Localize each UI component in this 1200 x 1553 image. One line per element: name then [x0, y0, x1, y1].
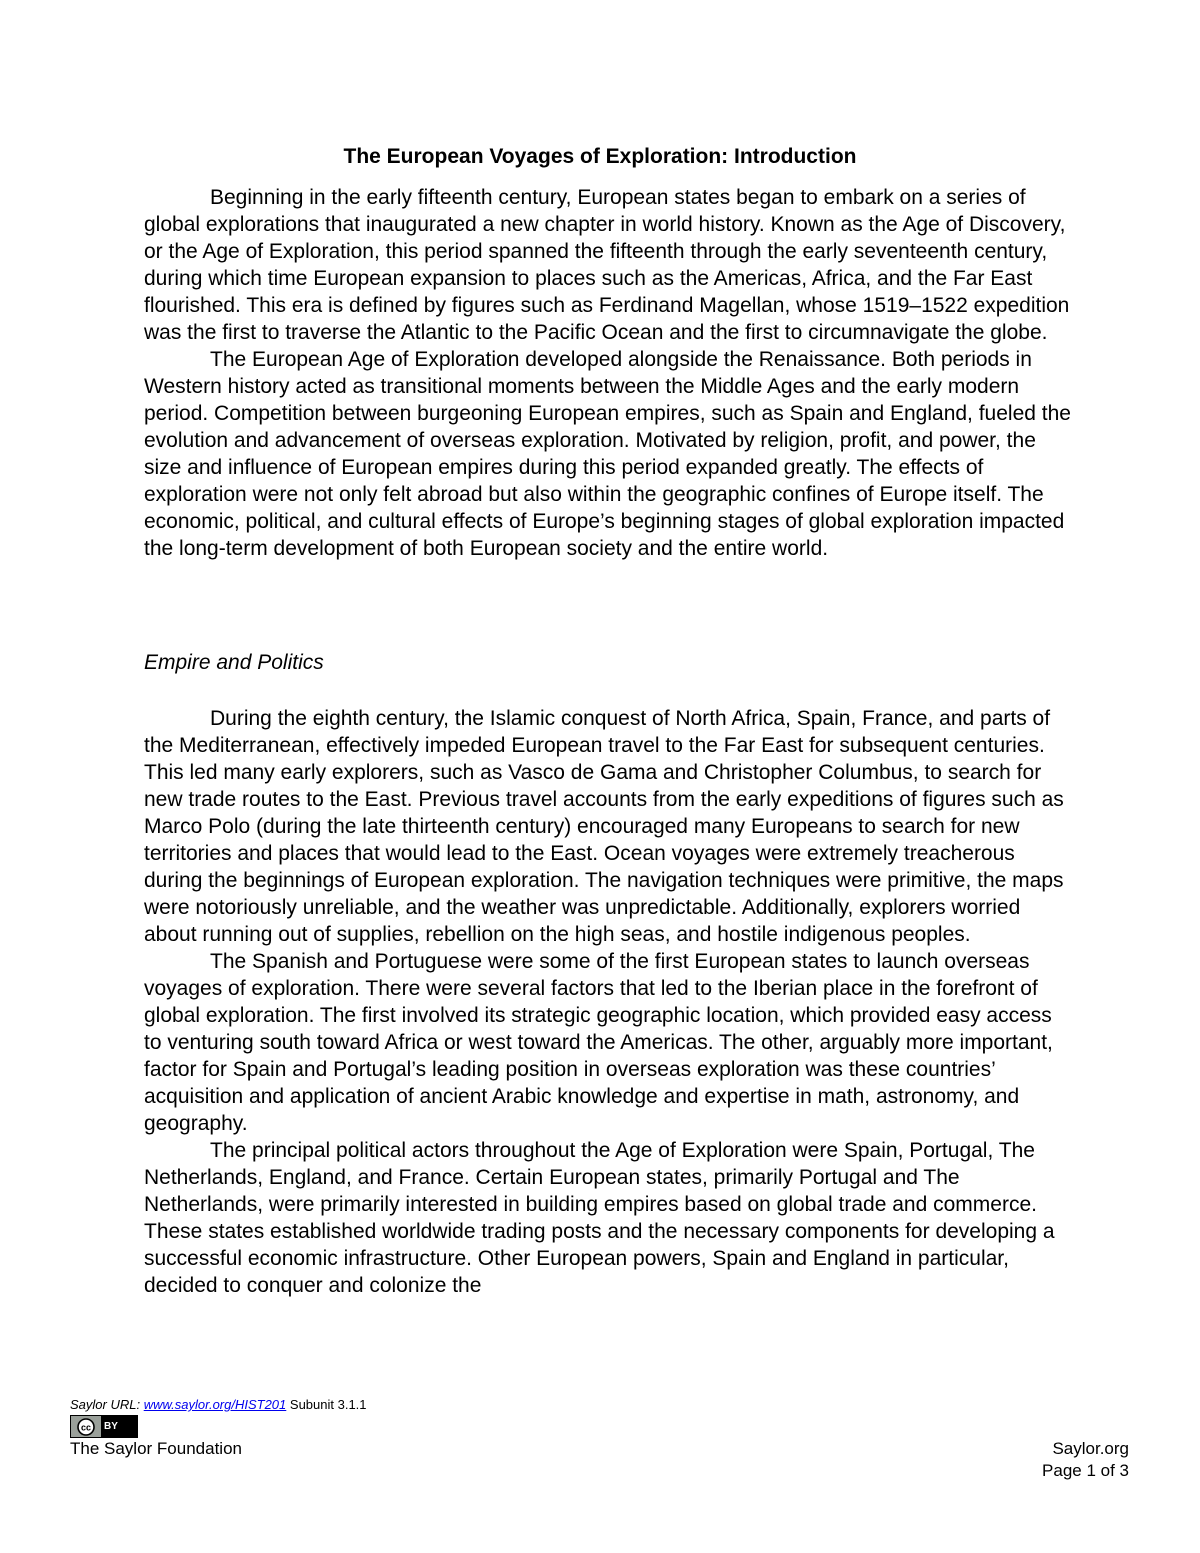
cc-icon-text: cc: [80, 1422, 92, 1432]
site-name: Saylor.org: [1052, 1439, 1129, 1458]
url-label: Saylor URL:: [70, 1397, 141, 1412]
paragraph: The principal political actors throughout the Age of Exploration were Spain, Portugal, The Netherlands, England, and France. Certain European states, primarily Portugal and The Netherlands, were primarily interested in building empires based on global trade and commerce. These states established worldwide trading posts and the necessary components for developing a successful economic infrastructure. Other European powers, Spain and England in particular, decided to conquer and colonize the: [144, 1139, 1055, 1297]
paragraph: The Spanish and Portuguese were some of the first European states to launch overseas voyages of exploration. There were several factors that led to the Iberian place in the forefront of global exploration. The first involved its strategic geographic location, which provided easy access to venturing south toward Africa or west toward the Americas. The other, arguably more important, factor for Spain and Portugal’s leading position in overseas exploration was these countries’ acquisition and application of ancient Arabic knowledge and expertise in math, astronomy, and geography.: [144, 950, 1053, 1135]
cc-icon: [71, 1416, 101, 1437]
empire-politics-section: [144, 705, 1074, 1299]
saylor-course-link[interactable]: www.saylor.org/HIST201: [143, 1397, 287, 1412]
paragraph: During the eighth century, the Islamic conquest of North Africa, Spain, France, and parts of the Mediterranean, effectively impeded European travel to the Far East for subsequent centuries. This led many early explorers, such as Vasco de Gama and Christopher Columbus, to search for new trade routes to the East. Previous travel accounts from the early expeditions of figures such as Marco Polo (during the late thirteenth century) encouraged many Europeans to search for new territories and places that would lead to the East. Ocean voyages were extremely treacherous during the beginnings of European exploration. The navigation techniques were primitive, the maps were notoriously unreliable, and the weather was unpredictable. Additionally, explorers worried about running out of supplies, rebellion on the high seas, and hostile indigenous peoples.: [144, 707, 1064, 946]
paragraph: The European Age of Exploration developed alongside the Renaissance. Both periods in Western history acted as transitional moments between the Middle Ages and the early modern period. Competition between burgeoning European empires, such as Spain and England, fueled the evolution and advancement of overseas exploration. Motivated by religion, profit, and power, the size and influence of European empires during this period expanded greatly. The effects of exploration were not only felt abroad but also within the geographic confines of Europe itself. The economic, political, and cultural effects of Europe’s beginning stages of global exploration impacted the long-term development of both European society and the entire world.: [144, 348, 1071, 560]
paragraph: Beginning in the early fifteenth century, European states began to embark on a series of global explorations that inaugurated a new chapter in world history. Known as the Age of Discovery, or the Age of Exploration, this period spanned the fifteenth through the early seventeenth century, during which time European expansion to places such as the Americas, Africa, and the Far East flourished. This era is defined by figures such as Ferdinand Magellan, whose 1519–1522 expedition was the first to traverse the Atlantic to the Pacific Ocean and the first to circumnavigate the globe.: [144, 186, 1070, 344]
by-attribution-label: BY: [101, 1416, 137, 1437]
section-heading: Empire and Politics: [144, 651, 324, 674]
foundation-name: The Saylor Foundation: [70, 1439, 242, 1458]
page-number: Page 1 of 3: [1042, 1461, 1129, 1480]
document-title: The European Voyages of Exploration: Introduction: [343, 145, 857, 168]
intro-section: [144, 184, 1074, 562]
cc-license-badge[interactable]: [70, 1415, 138, 1438]
saylor-url-line: [70, 1397, 367, 1413]
subunit-label: Subunit 3.1.1: [289, 1397, 367, 1412]
